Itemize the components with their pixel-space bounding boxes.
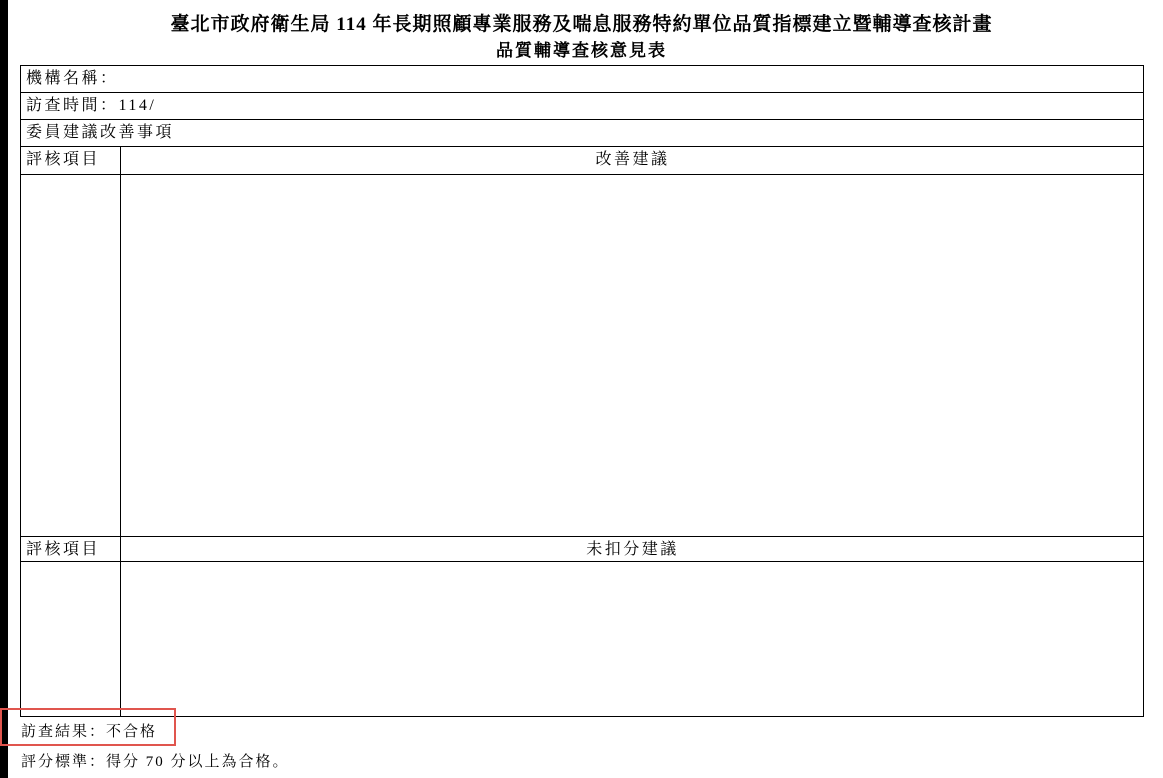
committee-section-label: 委員建議改善事項 [21, 120, 1144, 147]
no-deduction-item-cell[interactable] [21, 562, 121, 717]
visit-time-value: 114/ [118, 97, 157, 114]
no-deduction-suggestion-header: 未扣分建議 [121, 537, 1144, 562]
document-title: 臺北市政府衛生局 114 年長期照顧專業服務及喘息服務特約單位品質指標建立暨輔導查核計畫 [170, 14, 993, 35]
improvement-content-row [21, 175, 1144, 537]
document-subtitle: 品質輔導查核意見表 [496, 41, 667, 60]
visit-time-row [21, 93, 1144, 120]
improvement-item-header: 評核項目 [21, 147, 121, 175]
visit-result-highlight-box [0, 708, 176, 746]
no-deduction-item-header: 評核項目 [21, 537, 121, 562]
visit-time-label: 訪查時間： [26, 97, 119, 114]
org-name-label: 機構名稱： [26, 70, 119, 87]
org-name-field[interactable] [21, 66, 1144, 93]
no-deduction-suggestion-cell[interactable] [121, 562, 1144, 717]
committee-section-row [21, 120, 1144, 147]
document-header [0, 12, 1163, 62]
improvement-suggestion-header: 改善建議 [121, 147, 1144, 175]
quality-review-form-table [20, 65, 1144, 717]
no-deduction-header-row [21, 537, 1144, 562]
page-left-edge-bar [0, 0, 8, 778]
improvement-header-row [21, 147, 1144, 175]
improvement-suggestion-cell[interactable] [121, 175, 1144, 537]
visit-time-field[interactable] [21, 93, 1144, 120]
improvement-item-cell[interactable] [21, 175, 121, 537]
org-name-row [21, 66, 1144, 93]
visit-result-label: 訪查結果：不合格 [21, 724, 158, 740]
scoring-criteria-label: 評分標準：得分 70 分以上為合格。 [21, 754, 290, 770]
no-deduction-content-row [21, 562, 1144, 717]
